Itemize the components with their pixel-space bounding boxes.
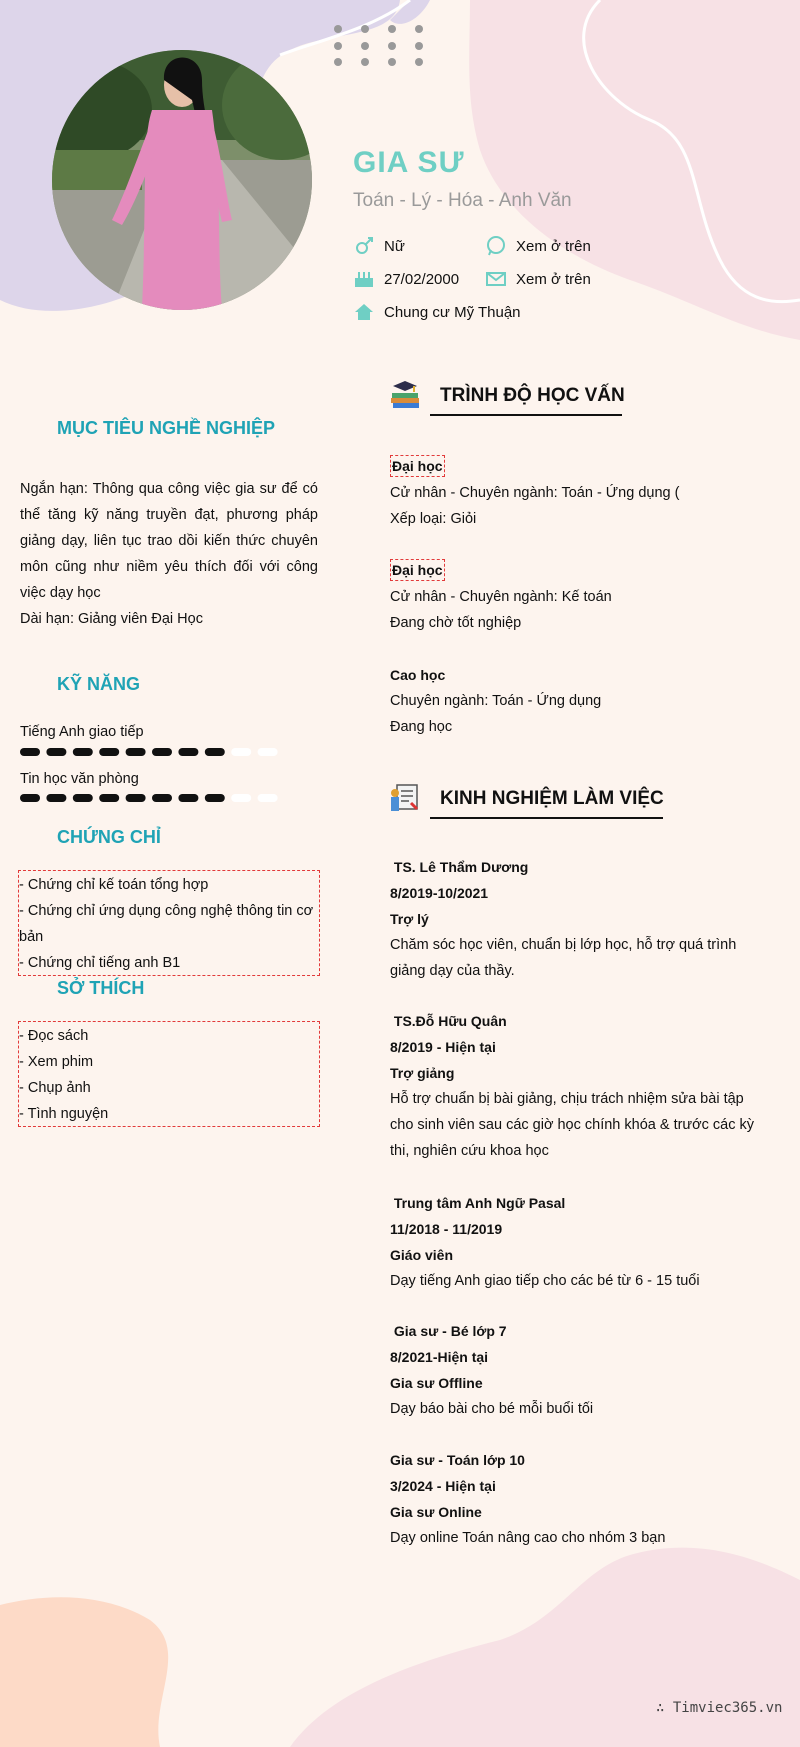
gender-value: Nữ [384,237,405,255]
skill-segment-empty [258,794,278,802]
education-major: Cử nhân - Chuyên ngành: Kế toán [390,589,612,605]
skill-segment-filled [126,794,146,802]
address-value: Chung cư Mỹ Thuận [384,303,521,321]
education-level: Cao học [390,667,446,683]
birthday-value: 27/02/2000 [384,270,460,288]
experience-period: 8/2021-Hiện tại [390,1349,489,1365]
education-status: Đang chờ tốt nghiệp [390,615,522,631]
decor-dot [361,58,369,66]
address-row [353,302,521,322]
skill-name: Tin học văn phòng [20,771,139,787]
mail-icon [485,269,507,289]
experience-period: 11/2018 - 11/2019 [390,1221,503,1237]
skill-segment-filled [20,794,40,802]
skills-title: KỸ NĂNG [57,674,141,694]
education-status: Đang học [390,719,453,735]
hobbies-title: SỞ THÍCH [57,978,145,998]
skill-segment-filled [73,794,93,802]
experience-role: Trợ giảng [390,1065,455,1081]
phone-row [485,236,591,256]
gender-icon [353,236,375,256]
email-row [485,269,591,289]
skill-bar [20,748,320,756]
hobby-item: - Chụp ảnh [19,1080,91,1096]
decor-dot [415,25,423,33]
experience-org: Gia sư - Toán lớp 10 [390,1452,525,1468]
education-level: Đại học [390,559,445,581]
home-icon [353,302,375,322]
education-item [390,662,770,740]
experience-item [390,1447,770,1551]
education-underline [430,414,622,416]
gender-row [353,236,405,256]
hobby-item: - Tình nguyện [19,1106,109,1122]
education-item [390,453,770,532]
cert-item: - Chứng chỉ tiếng anh B1 [19,955,181,971]
cert-item: - Chứng chỉ kế toán tổng hợp [19,877,209,893]
phone-value: Xem ở trên [516,237,591,255]
skill-segment-empty [231,748,251,756]
experience-org: Trung tâm Anh Ngữ Pasal [390,1195,566,1211]
experience-title: KINH NGHIỆM LÀM VIỆC [440,788,664,809]
experience-desc: Dạy báo bài cho bé mỗi buổi tối [390,1401,594,1417]
experience-role: Trợ lý [390,911,429,927]
experience-role: Giáo viên [390,1247,454,1263]
experience-underline [430,817,663,819]
skill-segment-filled [46,748,66,756]
objective-title: MỤC TIÊU NGHỀ NGHIỆP [57,418,276,438]
experience-org: TS.Đỗ Hữu Quân [390,1013,507,1029]
experience-icon [389,781,421,813]
decor-dot [334,42,342,50]
skill-segment-filled [152,748,172,756]
decor-dot [388,25,396,33]
birthday-row [353,269,459,289]
decor-dot [388,58,396,66]
education-major: Chuyên ngành: Toán - Ứng dụng [390,693,602,709]
objective-long: Dài hạn: Giảng viên Đại Học [20,611,203,627]
experience-period: 3/2024 - Hiện tại [390,1478,496,1494]
hobby-item: - Xem phim [19,1054,94,1070]
skill-segment-filled [152,794,172,802]
education-title: TRÌNH ĐỘ HỌC VẤN [440,385,625,406]
certs-title: CHỨNG CHỈ [57,827,161,847]
skill-segment-filled [73,748,93,756]
experience-role: Gia sư Online [390,1504,482,1520]
experience-desc: Dạy tiếng Anh giao tiếp cho các bé từ 6 - 15 tuổi [390,1273,700,1289]
hobbies-box [18,1021,320,1127]
decor-dot [334,58,342,66]
hobby-item: - Đọc sách [19,1028,89,1044]
experience-item [390,1190,770,1294]
education-level: Đại học [390,455,445,477]
skill-segment-empty [231,794,251,802]
skill-segment-filled [99,794,119,802]
decor-dot [415,42,423,50]
experience-org: Gia sư - Bé lớp 7 [390,1323,507,1339]
watermark: ∴ Timviec365.vn [656,1700,783,1716]
experience-period: 8/2019 - Hiện tại [390,1039,496,1055]
skill-bar [20,794,320,802]
skill-name: Tiếng Anh giao tiếp [20,724,144,740]
page-title: GIA SƯ [353,146,465,179]
skill-segment-empty [258,748,278,756]
decor-dot [361,25,369,33]
avatar [52,50,312,310]
experience-role: Gia sư Offline [390,1375,483,1391]
email-value: Xem ở trên [516,270,591,288]
skill-segment-filled [20,748,40,756]
education-status: Xếp loại: Giỏi [390,511,477,527]
education-major: Cử nhân - Chuyên ngành: Toán - Ứng dụng ( [390,485,680,501]
experience-item [390,1318,770,1422]
skill-segment-filled [99,748,119,756]
decor-dot [334,25,342,33]
cake-icon [353,269,375,289]
phone-icon [485,236,507,256]
cert-item: - Chứng chỉ ứng dụng công nghệ thông tin cơ bản [19,903,314,945]
skill-segment-filled [126,748,146,756]
experience-desc: Chăm sóc học viên, chuẩn bị lớp học, hỗ trợ quá trình giảng dạy của thầy. [390,937,737,979]
page-subtitle: Toán - Lý - Hóa - Anh Văn [353,190,572,211]
skill-segment-filled [46,794,66,802]
education-item [390,557,770,636]
skill-segment-filled [205,794,225,802]
experience-item [390,854,770,984]
experience-desc: Dạy online Toán nâng cao cho nhóm 3 bạn [390,1530,666,1546]
books-icon [389,378,421,410]
experience-period: 8/2019-10/2021 [390,885,489,901]
skill-segment-filled [178,748,198,756]
skill-segment-filled [205,748,225,756]
certs-box [18,870,320,976]
skill-segment-filled [178,794,198,802]
objective-short: Ngắn hạn: Thông qua công việc gia sư để có thể tăng kỹ năng truyền đạt, phương pháp giảng dạy, liên tục trao dồi kiến thức chuyên môn cũng như niềm yêu thích đối với công việc dạy học [20,481,318,601]
experience-desc: Hỗ trợ chuẩn bị bài giảng, chịu trách nhiệm sửa bài tập cho sinh viên sau các giờ học chính khóa & trước các kỳ thi, nghiên cứu khoa học [390,1091,755,1159]
experience-org: TS. Lê Thẩm Dương [390,859,529,875]
decor-dot [388,42,396,50]
decor-dot [415,58,423,66]
decor-dot [361,42,369,50]
experience-item [390,1008,770,1164]
